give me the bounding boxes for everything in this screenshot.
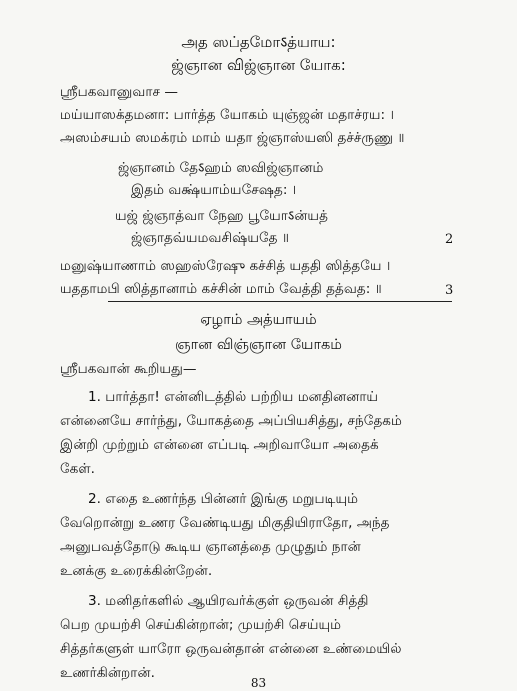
para2-line1: 2. எதை உணர்ந்த பின்னர் இங்கு மறுபடியும் [88,491,359,507]
verse2-line1: ஜ்ஞானம் தேऽஹம் ஸவிஜ்ஞானம் [118,160,324,176]
sanskrit-speaker: ஸ்ரீபகவானுவாச — [60,84,178,100]
verse2-line3: யஜ் ஜ்ஞாத்வா நேஹ பூயோऽன்யத் [115,208,328,224]
tamil-chapter-subtitle: ஞான விஞ்ஞான யோகம் [175,337,342,353]
para1-line3: இன்றி முற்றும் என்னை எப்படி அறிவாயோ அதைக் [60,437,379,453]
tamil-chapter-title: ஏழாம் அத்யாயம் [200,312,317,328]
tamil-speaker: ஸ்ரீபகவான் கூறியது— [60,361,197,377]
para2-line3: அனுபவத்தோடு கூடிய ஞானத்தை முழுதும் நான் [60,539,361,555]
verse3-line2: யததாமபி ஸித்தானாம் கச்சின் மாம் வேத்தி தத்வத: ॥ [60,281,382,297]
verse2-line4: ஜ்ஞாதவ்யமவசிஷ்யதே ॥ [131,230,289,246]
page-number: 83 [250,676,267,690]
para1-line2: என்னையே சார்ந்து, யோகத்தை அப்பியசித்து, சந்தேகம் [60,413,402,429]
para3-line4: உணர்கின்றான். [60,665,155,681]
verse2-number: 2 [445,232,454,247]
section-divider [108,301,452,302]
para1-line4: கேள். [60,461,95,477]
verse3-line1: மனுஷ்யாணாம் ஸஹஸ்ரேஷு கச்சித் யததி ஸித்தயே । [60,258,391,274]
para3-line1: 3. மனிதர்களில் ஆயிரவர்க்குள் ஒருவன் சித்தி [88,593,369,609]
sanskrit-chapter-title: அத ஸப்தமோऽத்யாய: [181,33,336,51]
para1-line1: 1. பார்த்தா! என்னிடத்தில் பற்றிய மனதினனாய் [88,389,379,405]
verse1-line1: மய்யாஸக்தமனா: பார்த்த யோகம் யுஞ்ஜன் மதாச்ரய: । [60,107,394,123]
verse3-number: 3 [445,283,454,298]
verse2-line2: இதம் வக்ஷ்யாம்யசேஷத: । [131,182,297,198]
para3-line2: பெற முயற்சி செய்கின்றான்; முயற்சி செய்யும் [60,617,342,633]
para3-line3: சித்தர்களுள் யாரோ ஒருவன்தான் என்னை உண்மையில் [60,641,402,657]
para2-line2: வேறொன்று உணர வேண்டியது மிகுதியிராதோ, அந்த [60,515,390,531]
sanskrit-chapter-subtitle: ஜ்ஞான விஜ்ஞான யோக: [171,56,346,74]
para2-line4: உனக்கு உரைக்கின்றேன். [60,563,213,579]
verse1-line2: அஸம்சயம் ஸமக்ரம் மாம் யதா ஜ்ஞாஸ்யஸி தச்ச்ருணு ॥ [60,130,405,146]
